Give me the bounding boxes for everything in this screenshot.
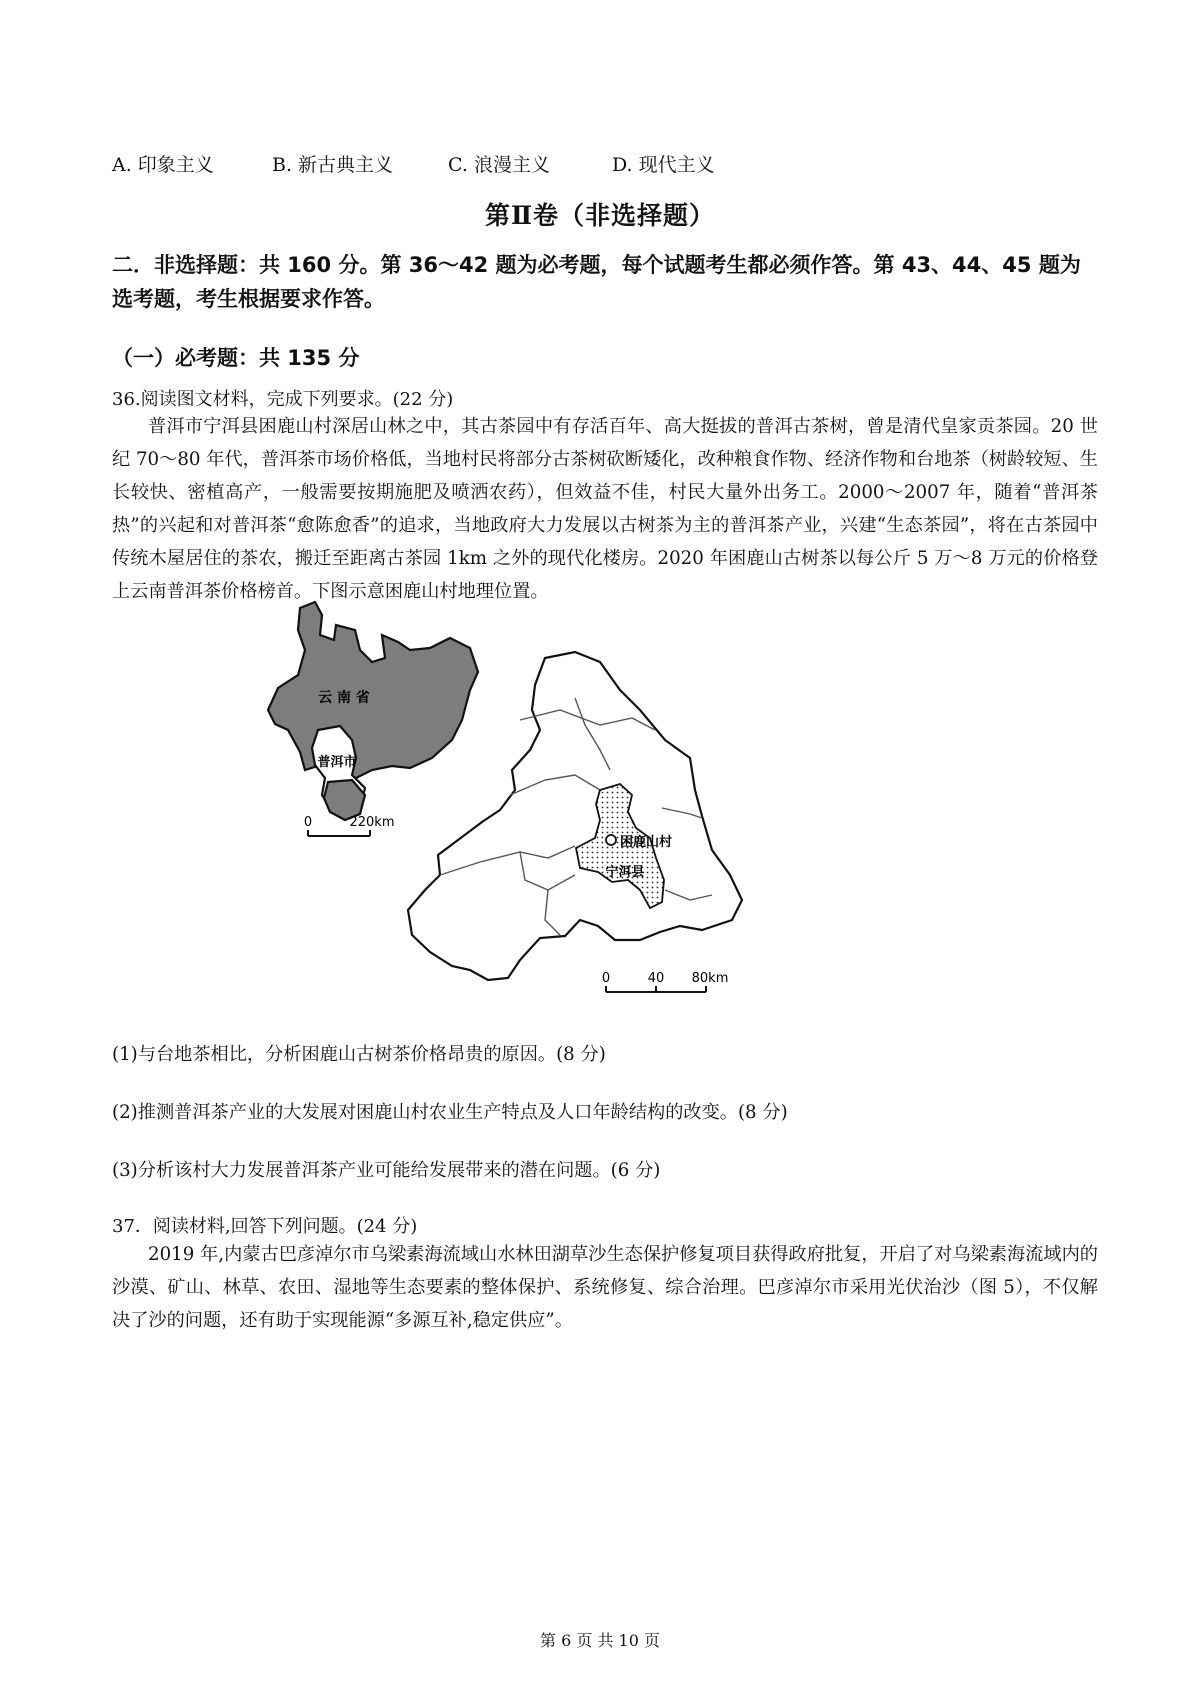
section-title: 第Ⅱ卷（非选择题）	[484, 201, 716, 230]
part-two-instructions: 二．非选择题：共 160 分。第 36～42 题为必考题，每个试题考生都必须作答。第 43、44、45 题为选考题，考生根据要求作答。	[112, 253, 1081, 311]
village-marker-icon	[606, 835, 616, 845]
inset-scale-start: 0	[303, 815, 313, 830]
location-map	[0, 590, 1200, 1010]
option-a: A. 印象主义	[112, 154, 214, 176]
yunnan-province-shape	[268, 602, 478, 778]
question-36-material: 普洱市宁洱县困鹿山村深居山林之中，其古茶园中有存活百年、高大挺拔的普洱古茶树，曾是清代皇家贡茶园。20 世纪 70～80 年代，普洱茶市场价格低，当地村民将部分古茶树砍断矮化，改种粮食作物、经济作物和台地茶（树龄较短、生长较快、密植高产，一般需要按期施肥及喷洒农药），但效益不佳，村民大量外出务工。2000～2007 年，随着“普洱茶热”的兴起和对普洱茶“愈陈愈香”的追求，当地政府大力发展以古树茶为主的普洱茶产业，兴建“生态茶园”，将在古茶园中传统木屋居住的茶农，搬迁至距离古茶园 1km 之外的现代化楼房。2020 年困鹿山古树茶以每公斤 5 万～8 万元的价格登上云南普洱茶价格榜首。下图示意困鹿山村地理位置。	[112, 416, 1098, 602]
inset-map	[268, 602, 478, 836]
question-37-material: 2019 年,内蒙古巴彦淖尔市乌梁素海流域山水林田湖草沙生态保护修复项目获得政府批复，开启了对乌梁素海流域内的沙漠、矿山、林草、农田、湿地等生态要素的整体保护、系统修复、综合治理。巴彦淖尔市采用光伏治沙（图 5），不仅解决了沙的问题，还有助于实现能源“多源互补,稳定供应”。	[112, 1244, 1098, 1331]
county-label: 宁洱县	[605, 865, 645, 880]
main-scale-0: 0	[601, 971, 611, 986]
village-label: 困鹿山村	[620, 835, 673, 850]
question-36-heading: 36.阅读图文材料，完成下列要求。(22 分)	[112, 389, 454, 410]
question-36-part-1: (1)与台地茶相比，分析困鹿山古树茶价格昂贵的原因。(8 分)	[112, 1044, 606, 1065]
required-heading: （一）必考题：共 135 分	[112, 346, 360, 370]
page-footer: 第 6 页 共 10 页	[540, 1631, 660, 1650]
question-36-part-2: (2)推测普洱茶产业的大发展对困鹿山村农业生产特点及人口年龄结构的改变。(8 分)	[112, 1102, 788, 1123]
inset-scale-end: 220km	[349, 815, 395, 830]
main-scale-80: 80km	[691, 971, 729, 986]
question-36-part-3: (3)分析该村大力发展普洱茶产业可能给发展带来的潜在问题。(6 分)	[112, 1160, 661, 1181]
option-d: D. 现代主义	[612, 154, 715, 176]
province-label: 云 南 省	[318, 690, 370, 706]
question-37-heading: 37．阅读材料,回答下列问题。(24 分)	[112, 1216, 418, 1237]
option-c: C. 浪漫主义	[448, 154, 550, 176]
city-label: 普洱市	[317, 755, 357, 770]
option-b: B. 新古典主义	[272, 154, 394, 176]
main-scale-40: 40	[647, 971, 665, 986]
